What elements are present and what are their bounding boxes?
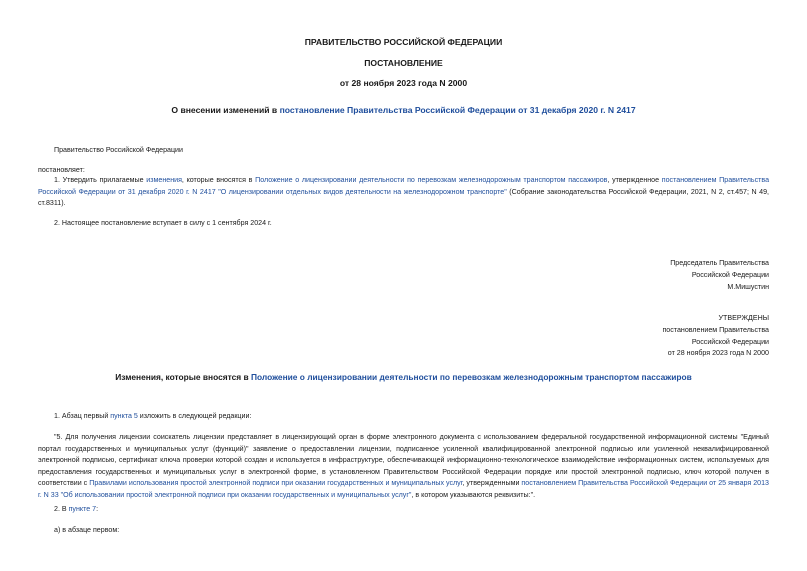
document-type: ПОСТАНОВЛЕНИЕ	[364, 58, 443, 68]
point-5-link[interactable]: пункта 5	[110, 412, 138, 420]
signature-country: Российской Федерации	[691, 270, 769, 279]
document-subject	[0, 105, 807, 115]
item-1-text-d: (Собрание законодательства Российской Федерации, 2021, N 2, ст.457; N 49, ст.8311).	[38, 187, 769, 207]
approval-line-4: от 28 ноября 2023 года N 2000	[667, 349, 769, 358]
signature-position: Председатель Правительства	[670, 259, 769, 267]
point-7-link[interactable]: пункте 7	[68, 505, 97, 513]
change-2-text-a: 2. В	[54, 505, 69, 513]
quote-text-c: , в котором указываются реквизиты:".	[411, 490, 536, 499]
resolves: постановляет:	[38, 166, 85, 174]
change-2	[54, 504, 98, 516]
approval-line-2: постановлением Правительства	[662, 325, 769, 334]
quote-text-a: "5. Для получения лицензии соискатель лицензии представляет в лицензирующий орган в форме электронного документа с использованием федеральной государственной информационной системы "Единый портал государственных и муниципальных услуг (функций)" заявление о предоставлении лицензии, подписанное усиленной квалифицированной электронной подписью или усиленной неквалифицированной электронной подписью, сертификат ключа проверки которой создан и используется в инфраструктуре, обеспечивающей информационно-технологическое взаимодействие информационных систем, используемых для предоставления государственных и муниципальных услуг в электронной форме, в установленном Правительством Российской Федерации порядке или простой электронной подписью, ключ которой получен в соответствии с	[38, 433, 769, 487]
issuer: Правительство Российской Федерации	[54, 146, 183, 154]
rules-simple-signature-link[interactable]: Правилами использования простой электронной подписи при оказании государственных и муниципальных услуг	[89, 479, 463, 487]
approval-line-3: Российской Федерации	[691, 337, 769, 346]
subject-link[interactable]: постановление Правительства Российской Федерации от 31 декабря 2020 г. N 2417	[279, 105, 636, 115]
signature-name: М.Мишустин	[727, 282, 769, 291]
change-2-text-b: :	[96, 505, 99, 513]
change-1	[54, 411, 251, 423]
change-2a: а) в абзаце первом:	[54, 526, 120, 534]
changes-title-link[interactable]: Положение о лицензировании деятельности по перевозкам железнодорожным транспортом пассажиров	[250, 372, 692, 382]
changes-title	[0, 372, 807, 382]
signature-block	[670, 258, 769, 293]
item-2: 2. Настоящее постановление вступает в силу с 1 сентября 2024 г.	[54, 219, 272, 227]
document-date-number: от 28 ноября 2023 года N 2000	[339, 78, 468, 88]
item-1-text-a: 1. Утвердить прилагаемые	[54, 176, 147, 184]
change-1-text-b: изложить в следующей редакции:	[137, 412, 252, 420]
resolution-2417-link[interactable]: постановлением Правительства Российской Федерации от 31 декабря 2020 г. N 2417 "О лицензировании отдельных видов деятельности на железнодорожном транспорте"	[38, 176, 770, 196]
change-1-text-a: 1. Абзац первый	[54, 412, 111, 420]
regulation-link[interactable]: Положение о лицензировании деятельности по перевозкам железнодорожным транспортом пассажиров	[255, 176, 608, 184]
changes-link[interactable]: изменения	[146, 176, 182, 184]
item-1-text-b: , которые вносятся в	[181, 176, 256, 184]
resolution-33-link[interactable]: постановлением Правительства Российской Федерации от 25 января 2013 г. N 33 "Об использовании простой электронной подписи при оказании государственных и муниципальных услуг"	[38, 479, 770, 499]
government-heading: ПРАВИТЕЛЬСТВО РОССИЙСКОЙ ФЕДЕРАЦИИ	[304, 37, 503, 47]
quote-text-b: , утвержденными	[462, 479, 522, 487]
item-1	[38, 175, 769, 210]
changes-title-prefix: Изменения, которые вносятся в	[115, 372, 251, 382]
approval-block	[662, 313, 769, 360]
subject-prefix: О внесении изменений в	[171, 105, 280, 115]
approval-heading: УТВЕРЖДЕНЫ	[718, 314, 769, 322]
item-1-text-c: , утвержденное	[607, 176, 662, 184]
quoted-paragraph-5	[38, 432, 769, 501]
